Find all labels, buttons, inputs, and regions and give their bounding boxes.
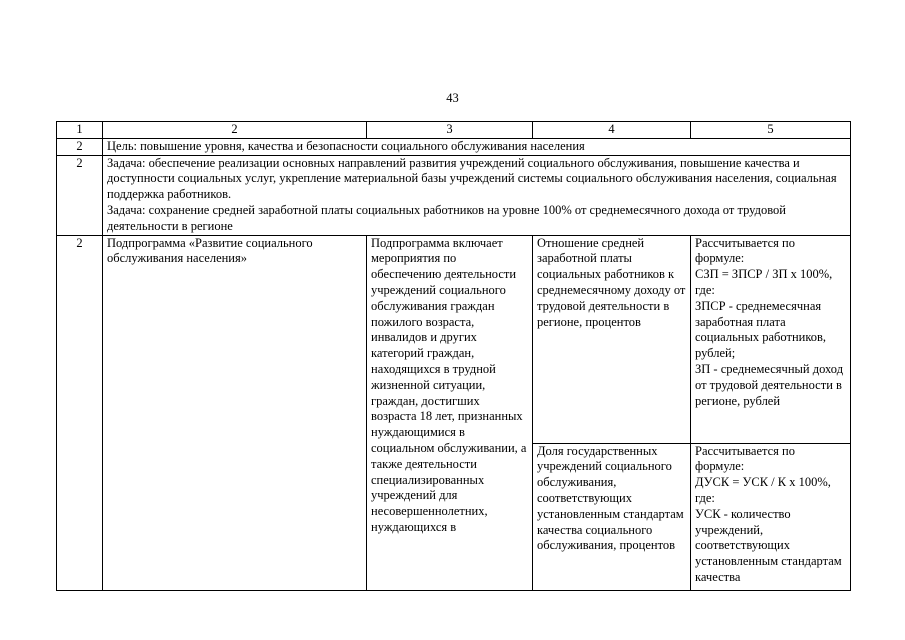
page-number: 43 <box>446 91 459 105</box>
header-col-1: 1 <box>57 122 103 139</box>
task-text-2: Задача: сохранение средней заработной платы социальных работников на уровне 100% от среднемесячного дохода от трудовой деятельности в регионе <box>107 202 786 233</box>
header-col-5: 5 <box>691 122 851 139</box>
method-2-cell <box>691 443 851 590</box>
task-row <box>57 155 851 235</box>
indicator-1: Отношение средней заработной платы социальных работников к среднемесячному доходу от трудовой деятельности в регионе, процентов <box>533 235 691 443</box>
subprogram-name: Подпрограмма «Развитие социального обслуживания населения» <box>103 235 367 590</box>
header-col-3: 3 <box>367 122 533 139</box>
indicator-2: Доля государственных учреждений социального обслуживания, соответствующих установленным стандартам качества социального обслуживания, процентов <box>537 443 684 553</box>
subprogram-description-cell <box>367 235 533 590</box>
header-col-2: 2 <box>103 122 367 139</box>
method-2: Рассчитывается по формуле: ДУСК = УСК / К х 100%, где: УСК - количество учреждений, соответствующих установленным стандартам качества <box>695 443 842 584</box>
header-col-4: 4 <box>533 122 691 139</box>
subprogram-description: Подпрограмма включает мероприятия по обеспечению деятельности учреждений социального обслуживания граждан пожилого возраста, инвалидов и других категорий граждан, находящихся в трудной жизненной ситуации, граждан, достигших возраста 18 лет, признанных нуждающимися в социальном обслуживании, а также деятельности специализированных учреждений для несовершеннолетних, нуждающихся в <box>371 235 527 534</box>
method-1: Рассчитывается по формуле: СЗП = ЗПСР / ЗП х 100%, где: ЗПСР - среднемесячная заработная плата социальных работников, рублей; ЗП - среднемесячный доход от трудовой деятельности в регионе, рублей <box>691 235 851 443</box>
indicator-2-cell <box>533 443 691 590</box>
goal-row-number: 2 <box>57 138 103 155</box>
indicators-table <box>56 121 851 591</box>
goal-text: Цель: повышение уровня, качества и безопасности социального обслуживания населения <box>103 138 851 155</box>
task-cell <box>103 155 851 235</box>
task-text-1: Задача: обеспечение реализации основных направлений развития учреждений социального обслуживания, повышение качества и доступности социальных услуг, укрепление материальной базы учреждений системы социального обслуживания населения, социальная поддержка работников. <box>107 155 837 202</box>
task-row-number: 2 <box>57 155 103 235</box>
table-header-row <box>57 122 851 139</box>
subprogram-row <box>57 235 851 443</box>
subprogram-row-number: 2 <box>57 235 103 590</box>
goal-row <box>57 138 851 155</box>
